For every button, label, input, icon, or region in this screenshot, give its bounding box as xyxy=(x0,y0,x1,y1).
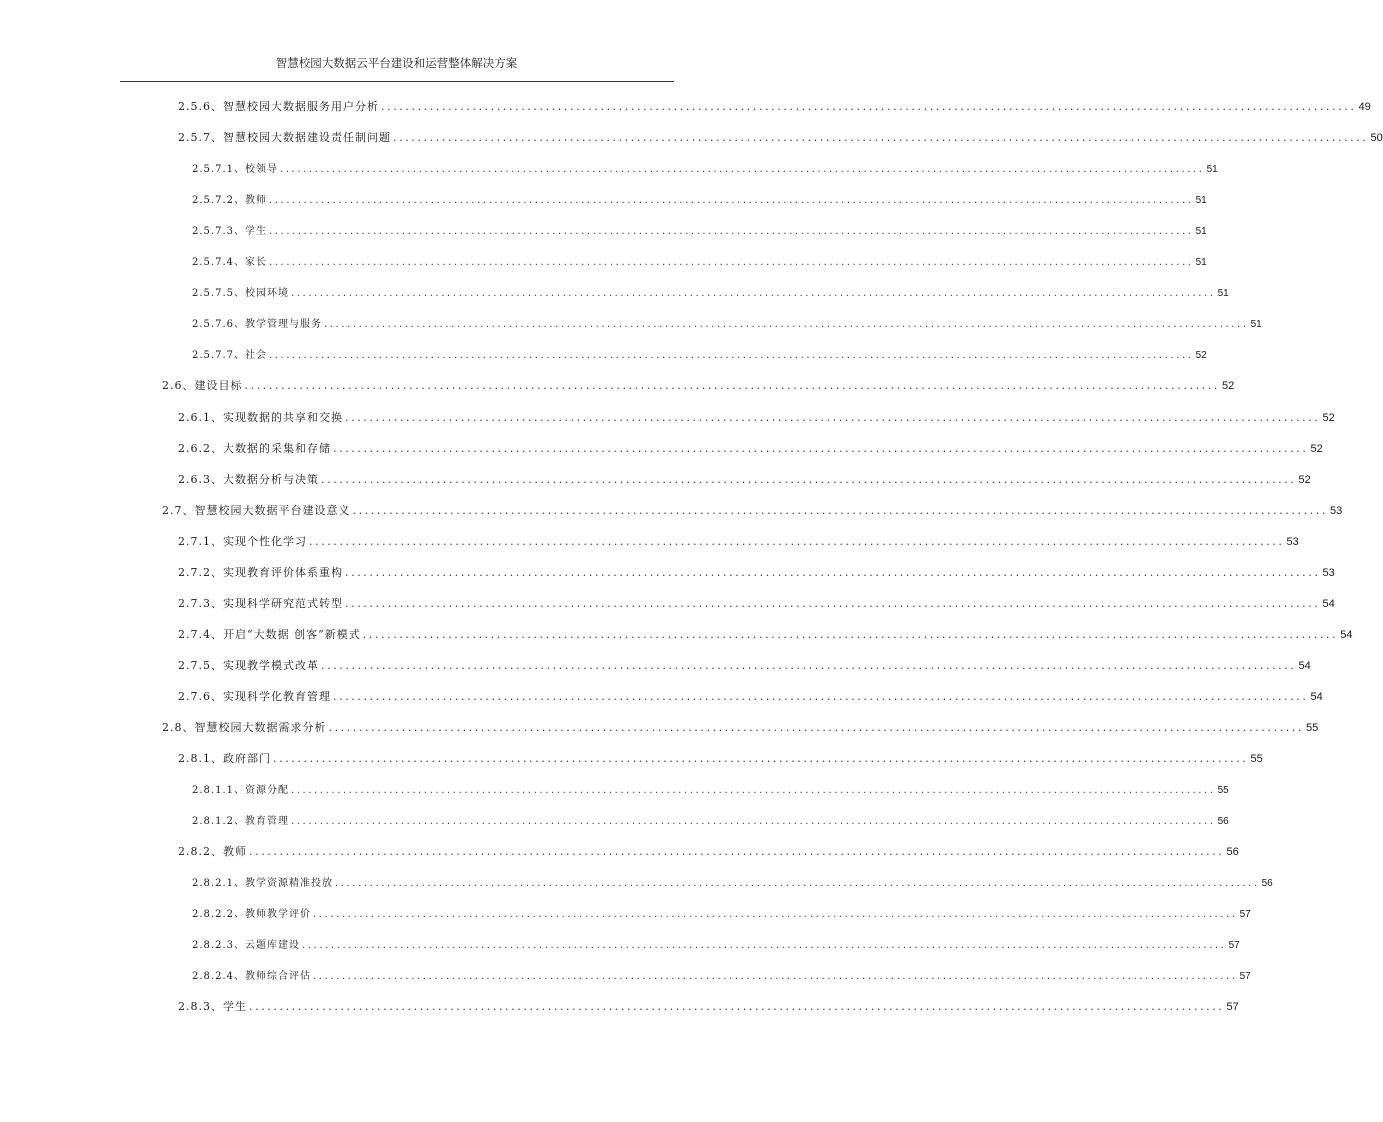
toc-entry-number: 2.6.3、 xyxy=(178,472,223,486)
toc-entry-number: 2.7.6、 xyxy=(178,689,223,703)
toc-entry[interactable] xyxy=(162,502,1343,518)
toc-entry-title: 智慧校园大数据需求分析 xyxy=(194,721,327,734)
toc-entry-number: 2.8.1.2、 xyxy=(192,816,245,828)
toc-dot-leader: ................................................................................................................................................................ xyxy=(273,752,1249,766)
toc-entry[interactable] xyxy=(192,346,1207,362)
toc-entry-number: 2.5.7.4、 xyxy=(192,257,245,269)
toc-entry-number: 2.6.2、 xyxy=(178,441,223,455)
toc-dot-leader: ................................................................................................................................................................ xyxy=(352,503,1328,517)
toc-entry-title: 校领导 xyxy=(245,164,278,176)
toc-entry[interactable] xyxy=(178,595,1335,611)
toc-entry[interactable] xyxy=(192,315,1262,331)
toc-dot-leader: ................................................................................................................................................................ xyxy=(321,472,1297,486)
toc-entry-number: 2.6、 xyxy=(162,379,195,393)
toc-entry-page-number: 54 xyxy=(1322,597,1335,610)
toc-entry-title: 学生 xyxy=(245,226,267,238)
toc-entry-title: 实现教育评价体系重构 xyxy=(223,565,343,579)
toc-entry-title: 学生 xyxy=(223,1000,247,1014)
toc-entry[interactable] xyxy=(192,936,1240,952)
toc-entry-page-number: 53 xyxy=(1322,566,1335,579)
toc-entry-title: 教师综合评估 xyxy=(245,971,311,983)
toc-entry-title: 智慧校园大数据服务用户分析 xyxy=(223,100,379,113)
toc-dot-leader: ................................................................................................................................................................ xyxy=(321,658,1297,672)
toc-entry[interactable] xyxy=(192,812,1229,828)
toc-entry-page-number: 57 xyxy=(1239,909,1251,921)
toc-entry[interactable] xyxy=(192,874,1273,890)
toc-entry-page-number: 55 xyxy=(1250,753,1263,766)
toc-entry-page-number: 52 xyxy=(1322,411,1335,424)
toc-entry-title: 实现个性化学习 xyxy=(223,534,307,548)
toc-entry-title: 校园环境 xyxy=(245,288,289,300)
toc-dot-leader: ................................................................................................................................................................ xyxy=(381,100,1357,113)
toc-entry-title: 资源分配 xyxy=(245,785,289,797)
toc-entry[interactable] xyxy=(178,843,1239,859)
toc-entry[interactable] xyxy=(192,781,1229,797)
toc-entry-number: 2.6.1、 xyxy=(178,410,223,424)
toc-entry-title: 教学资源精准投放 xyxy=(245,878,333,890)
toc-entry-page-number: 57 xyxy=(1239,971,1251,983)
toc-dot-leader: ................................................................................................................................................................ xyxy=(291,816,1216,828)
toc-dot-leader: ................................................................................................................................................................ xyxy=(333,689,1309,703)
toc-entry-title: 社会 xyxy=(245,350,267,362)
toc-entry-title: 实现科学研究范式转型 xyxy=(223,596,343,610)
toc-entry-page-number: 56 xyxy=(1226,846,1239,859)
toc-entry-number: 2.8.2.3、 xyxy=(192,940,245,952)
toc-entry-page-number: 50 xyxy=(1370,132,1383,145)
toc-dot-leader: ................................................................................................................................................................ xyxy=(333,441,1309,455)
toc-entry-number: 2.5.7.7、 xyxy=(192,350,245,362)
toc-entry-title: 教师 xyxy=(223,845,247,859)
toc-dot-leader: ................................................................................................................................................................ xyxy=(280,164,1205,176)
toc-dot-leader: ................................................................................................................................................................ xyxy=(313,971,1238,983)
toc-entry[interactable] xyxy=(178,657,1311,673)
toc-entry-title: 教师 xyxy=(245,195,267,207)
toc-entry-number: 2.8.2.4、 xyxy=(192,971,245,983)
toc-entry-title: 实现教学模式改革 xyxy=(223,658,319,672)
toc-entry[interactable] xyxy=(192,160,1218,176)
toc-dot-leader: ................................................................................................................................................................ xyxy=(244,379,1220,393)
toc-entry-title: 教育管理 xyxy=(245,816,289,828)
toc-entry-page-number: 57 xyxy=(1226,1001,1239,1014)
toc-entry-page-number: 54 xyxy=(1340,628,1353,641)
toc-entry-number: 2.8.2、 xyxy=(178,845,223,859)
toc-entry-page-number: 57 xyxy=(1228,940,1240,952)
toc-entry-number: 2.5.7.3、 xyxy=(192,226,245,238)
toc-entry[interactable] xyxy=(178,409,1335,425)
toc-entry-page-number: 52 xyxy=(1298,473,1311,486)
toc-entry-page-number: 54 xyxy=(1298,659,1311,672)
toc-entry[interactable] xyxy=(192,191,1207,207)
toc-entry-number: 2.5.6、 xyxy=(178,100,223,113)
toc-entry[interactable] xyxy=(178,533,1299,549)
page-header-title: 智慧校园大数据云平台建设和运营整体解决方案 xyxy=(275,56,518,70)
toc-entry-number: 2.5.7.2、 xyxy=(192,195,245,207)
toc-entry[interactable] xyxy=(192,905,1251,921)
toc-entry[interactable] xyxy=(162,377,1235,393)
toc-entry-page-number: 52 xyxy=(1310,442,1323,455)
toc-entry-page-number: 51 xyxy=(1195,195,1207,207)
toc-entry-title: 开启“大数据 创客”新模式 xyxy=(223,627,361,641)
toc-dot-leader: ................................................................................................................................................................ xyxy=(269,226,1194,238)
toc-entry[interactable] xyxy=(192,284,1229,300)
toc-entry[interactable] xyxy=(162,719,1319,735)
toc-entry-number: 2.5.7.1、 xyxy=(192,164,245,176)
toc-dot-leader: ................................................................................................................................................................ xyxy=(269,257,1194,269)
toc-entry-page-number: 54 xyxy=(1310,690,1323,703)
toc-entry-title: 大数据的采集和存储 xyxy=(223,441,331,455)
toc-entry-page-number: 55 xyxy=(1217,785,1229,797)
toc-entry-number: 2.7.1、 xyxy=(178,534,223,548)
toc-dot-leader: ................................................................................................................................................................ xyxy=(324,319,1249,331)
toc-entry-page-number: 52 xyxy=(1195,350,1207,362)
toc-entry-title: 教师教学评价 xyxy=(245,909,311,921)
toc-entry-title: 建设目标 xyxy=(194,379,243,393)
toc-entry-number: 2.8.1.1、 xyxy=(192,785,245,797)
toc-entry[interactable] xyxy=(178,626,1353,642)
toc-entry-number: 2.7.4、 xyxy=(178,627,223,641)
toc-entry-number: 2.8.2.2、 xyxy=(192,909,245,921)
toc-entry-page-number: 51 xyxy=(1195,257,1207,269)
toc-entry-number: 2.8.3、 xyxy=(178,1000,223,1014)
toc-entry[interactable] xyxy=(192,222,1207,238)
toc-entry-page-number: 51 xyxy=(1217,288,1229,300)
toc-dot-leader: ................................................................................................................................................................ xyxy=(269,195,1194,207)
toc-entry-page-number: 51 xyxy=(1250,319,1262,331)
toc-entry-title: 家长 xyxy=(245,257,267,269)
toc-entry-title: 智慧校园大数据建设责任制问题 xyxy=(223,131,391,145)
toc-entry-title: 政府部门 xyxy=(223,752,271,766)
toc-entry[interactable] xyxy=(192,253,1207,269)
header-divider xyxy=(120,81,674,82)
toc-entry-number: 2.8.1、 xyxy=(178,752,223,766)
toc-entry-page-number: 51 xyxy=(1206,164,1218,176)
toc-dot-leader: ................................................................................................................................................................ xyxy=(328,721,1304,734)
toc-entry-page-number: 56 xyxy=(1261,878,1273,890)
toc-dot-leader: ................................................................................................................................................................ xyxy=(309,534,1285,548)
toc-dot-leader: ................................................................................................................................................................ xyxy=(345,410,1321,424)
toc-entry-number: 2.7.2、 xyxy=(178,565,223,579)
toc-entry-title: 云题库建设 xyxy=(245,940,300,952)
toc-entry-number: 2.7、 xyxy=(162,503,195,517)
toc-dot-leader: ................................................................................................................................................................ xyxy=(362,627,1339,641)
toc-entry-title: 大数据分析与决策 xyxy=(223,472,319,486)
toc-entry-number: 2.8.2.1、 xyxy=(192,878,245,890)
toc-dot-leader: ................................................................................................................................................................ xyxy=(302,940,1227,952)
toc-entry-number: 2.8、 xyxy=(162,721,195,734)
toc-entry-page-number: 51 xyxy=(1195,226,1207,238)
toc-entry[interactable] xyxy=(178,440,1323,456)
toc-entry-page-number: 53 xyxy=(1286,535,1299,548)
toc-dot-leader: ................................................................................................................................................................ xyxy=(249,845,1225,859)
toc-dot-leader: ................................................................................................................................................................ xyxy=(345,565,1321,579)
toc-entry-title: 教学管理与服务 xyxy=(245,319,322,331)
toc-entry-title: 智慧校园大数据平台建设意义 xyxy=(194,503,351,517)
toc-entry-number: 2.7.5、 xyxy=(178,658,223,672)
toc-entry-page-number: 49 xyxy=(1358,101,1371,113)
toc-dot-leader: ................................................................................................................................................................ xyxy=(345,596,1321,610)
toc-dot-leader: ................................................................................................................................................................ xyxy=(393,131,1369,145)
toc-entry[interactable] xyxy=(178,129,1383,145)
toc-entry-page-number: 55 xyxy=(1305,722,1319,734)
toc-entry-page-number: 53 xyxy=(1329,504,1343,517)
toc-entry-page-number: 52 xyxy=(1221,380,1235,393)
toc-entry-number: 2.5.7.6、 xyxy=(192,319,245,331)
toc-entry[interactable] xyxy=(178,98,1371,114)
toc-dot-leader: ................................................................................................................................................................ xyxy=(335,878,1260,890)
toc-entry[interactable] xyxy=(178,564,1335,580)
toc-dot-leader: ................................................................................................................................................................ xyxy=(291,785,1216,797)
toc-entry[interactable] xyxy=(178,998,1239,1014)
toc-entry[interactable] xyxy=(178,688,1323,704)
toc-entry-title: 实现科学化教育管理 xyxy=(223,689,331,703)
toc-entry[interactable] xyxy=(178,471,1311,487)
toc-entry-number: 2.7.3、 xyxy=(178,596,223,610)
toc-entry[interactable] xyxy=(192,967,1251,983)
toc-entry-number: 2.5.7、 xyxy=(178,131,223,145)
toc-dot-leader: ................................................................................................................................................................ xyxy=(313,909,1238,921)
toc-entry-page-number: 56 xyxy=(1217,816,1229,828)
toc-entry[interactable] xyxy=(178,750,1263,766)
toc-dot-leader: ................................................................................................................................................................ xyxy=(269,350,1194,362)
toc-entry-title: 实现数据的共享和交换 xyxy=(223,410,343,424)
toc-entry-number: 2.5.7.5、 xyxy=(192,288,245,300)
toc-dot-leader: ................................................................................................................................................................ xyxy=(249,1000,1225,1014)
toc-dot-leader: ................................................................................................................................................................ xyxy=(291,288,1216,300)
